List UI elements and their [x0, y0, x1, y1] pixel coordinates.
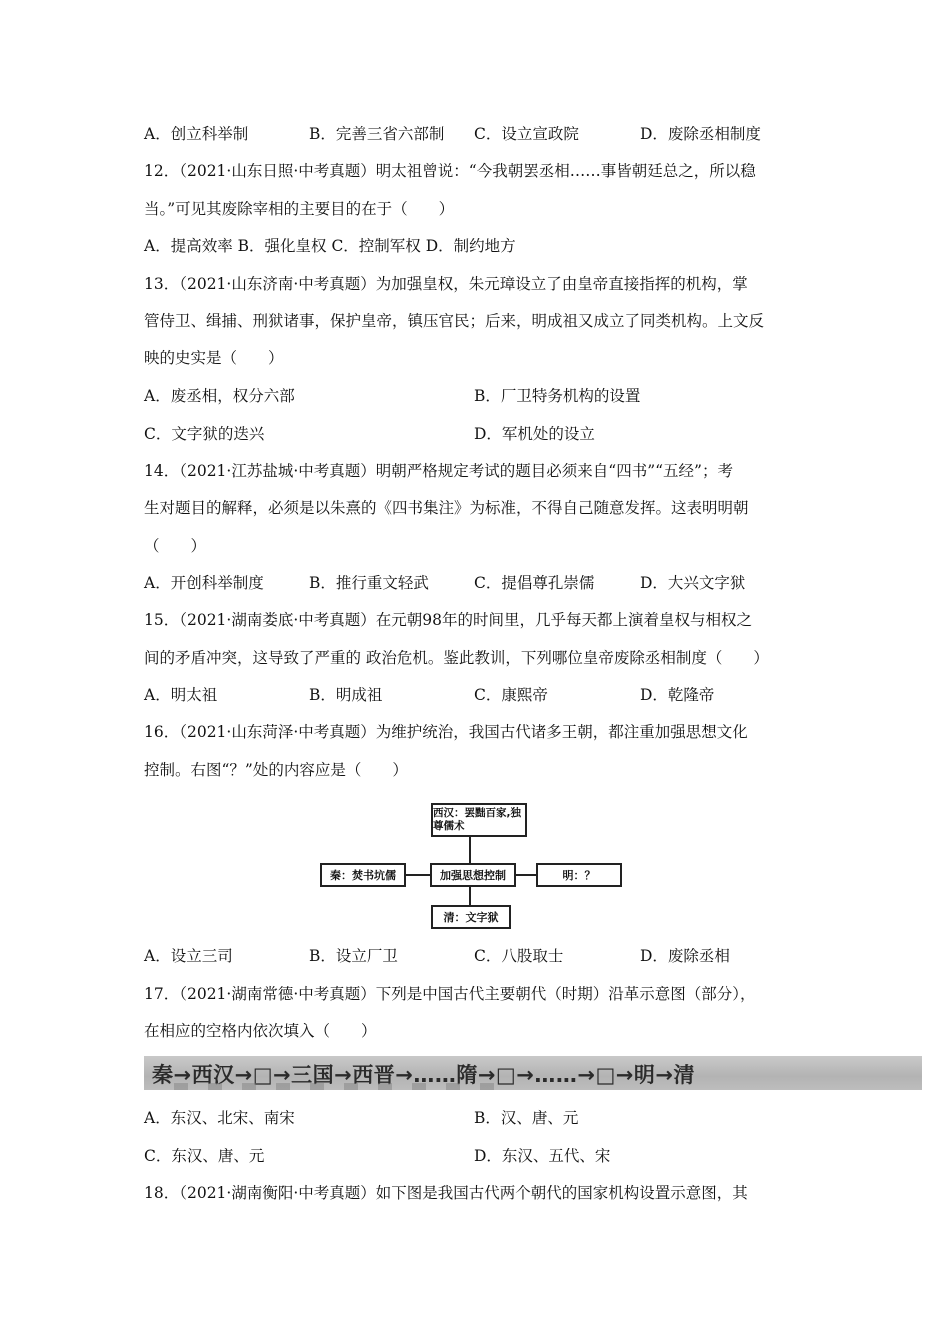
thought-control-diagram: [318, 800, 622, 935]
q13-stem-line-2: 管侍卫、缉捕、刑狱诸事，保护皇帝，镇压官民；后来，明成祖又成立了同类机构。上文反: [144, 312, 765, 330]
q11-option-c: C．设立宣政院: [474, 125, 579, 143]
q13-option-a: A．废丞相，权分六部: [144, 387, 295, 405]
q17-stem-line-2: 在相应的空格内依次填入（ ）: [144, 1022, 377, 1040]
q15-stem-line-2: 间的矛盾冲突，这导致了严重的 政治危机。鉴此教训，下列哪位皇帝废除丞相制度（ ）: [144, 649, 769, 667]
q15-option-a: A．明太祖: [144, 686, 218, 704]
q17-option-d: D．东汉、五代、宋: [474, 1147, 611, 1165]
q18-stem-line-1: 18．（2021·湖南衡阳·中考真题）如下图是我国古代两个朝代的国家机构设置示意图，其: [144, 1184, 748, 1202]
q16-option-b: B．设立厂卫: [309, 947, 398, 965]
q12-options: A．提高效率 B．强化皇权 C．控制军权 D．制约地方: [144, 237, 516, 255]
q13-stem-line-1: 13．（2021·山东济南·中考真题）为加强皇权，朱元璋设立了由皇帝直接指挥的机构，掌: [144, 275, 748, 293]
diagram-box-top: 西汉：罢黜百家,独尊儒术: [431, 803, 527, 837]
q13-stem-line-3: 映的史实是（ ）: [144, 349, 284, 367]
q11-option-a: A．创立科举制: [144, 125, 249, 143]
q15-stem-line-1: 15．（2021·湖南娄底·中考真题）在元朝98年的时间里，几乎每天都上演着皇权与相权之: [144, 611, 752, 629]
connector-bottom: [469, 885, 471, 905]
q17-option-c: C．东汉、唐、元: [144, 1147, 265, 1165]
q14-option-a: A．开创科举制度: [144, 574, 264, 592]
timeline-ghost-marks: [174, 1083, 494, 1090]
q14-stem-line-2: 生对题目的解释，必须是以朱熹的《四书集注》为标准，不得自己随意发挥。这表明明朝: [144, 499, 749, 517]
q16-stem-line-2: 控制。右图“？”处的内容应是（ ）: [144, 761, 408, 779]
connector-right: [514, 874, 536, 876]
q11-option-b: B．完善三省六部制: [309, 125, 445, 143]
q16-option-a: A．设立三司: [144, 947, 233, 965]
q16-option-d: D．废除丞相: [640, 947, 730, 965]
q13-option-c: C．文字狱的迭兴: [144, 425, 265, 443]
q14-option-b: B．推行重文轻武: [309, 574, 429, 592]
diagram-box-right: 明：？: [536, 863, 622, 887]
connector-left: [404, 874, 430, 876]
q15-option-b: B．明成祖: [309, 686, 383, 704]
dynasty-timeline-image: [144, 1056, 922, 1090]
q17-option-b: B．汉、唐、元: [474, 1109, 579, 1127]
connector-top: [469, 837, 471, 865]
diagram-box-bottom: 清：文字狱: [431, 905, 511, 929]
dynasty-timeline-text: 秦→西汉→□→三国→西晋→……隋→□→……→□→明→清: [152, 1063, 695, 1087]
q15-option-d: D．乾隆帝: [640, 686, 715, 704]
q15-option-c: C．康熙帝: [474, 686, 548, 704]
q16-option-c: C．八股取士: [474, 947, 564, 965]
q11-option-d: D．废除丞相制度: [640, 125, 761, 143]
q14-option-c: C．提倡尊孔崇儒: [474, 574, 595, 592]
q12-stem-line-1: 12．（2021·山东日照·中考真题）明太祖曾说：“今我朝罢丞相……事皆朝廷总之，所以稳: [144, 162, 756, 180]
q14-stem-line-3: （ ）: [144, 537, 207, 555]
q17-stem-line-1: 17．（2021·湖南常德·中考真题）下列是中国古代主要朝代（时期）沿革示意图（部分），: [144, 985, 756, 1003]
q17-option-a: A．东汉、北宋、南宋: [144, 1109, 295, 1127]
q14-option-d: D．大兴文字狱: [640, 574, 746, 592]
q14-stem-line-1: 14．（2021·江苏盐城·中考真题）明朝严格规定考试的题目必须来自“四书”“五经”；考: [144, 462, 733, 480]
q16-stem-line-1: 16．（2021·山东菏泽·中考真题）为维护统治，我国古代诸多王朝，都注重加强思想文化: [144, 723, 748, 741]
q13-option-d: D．军机处的设立: [474, 425, 595, 443]
q12-stem-line-2: 当。”可见其废除宰相的主要目的在于（ ）: [144, 200, 455, 218]
q13-option-b: B．厂卫特务机构的设置: [474, 387, 641, 405]
diagram-box-left: 秦：焚书坑儒: [320, 863, 406, 887]
diagram-box-center: 加强思想控制: [430, 863, 516, 887]
